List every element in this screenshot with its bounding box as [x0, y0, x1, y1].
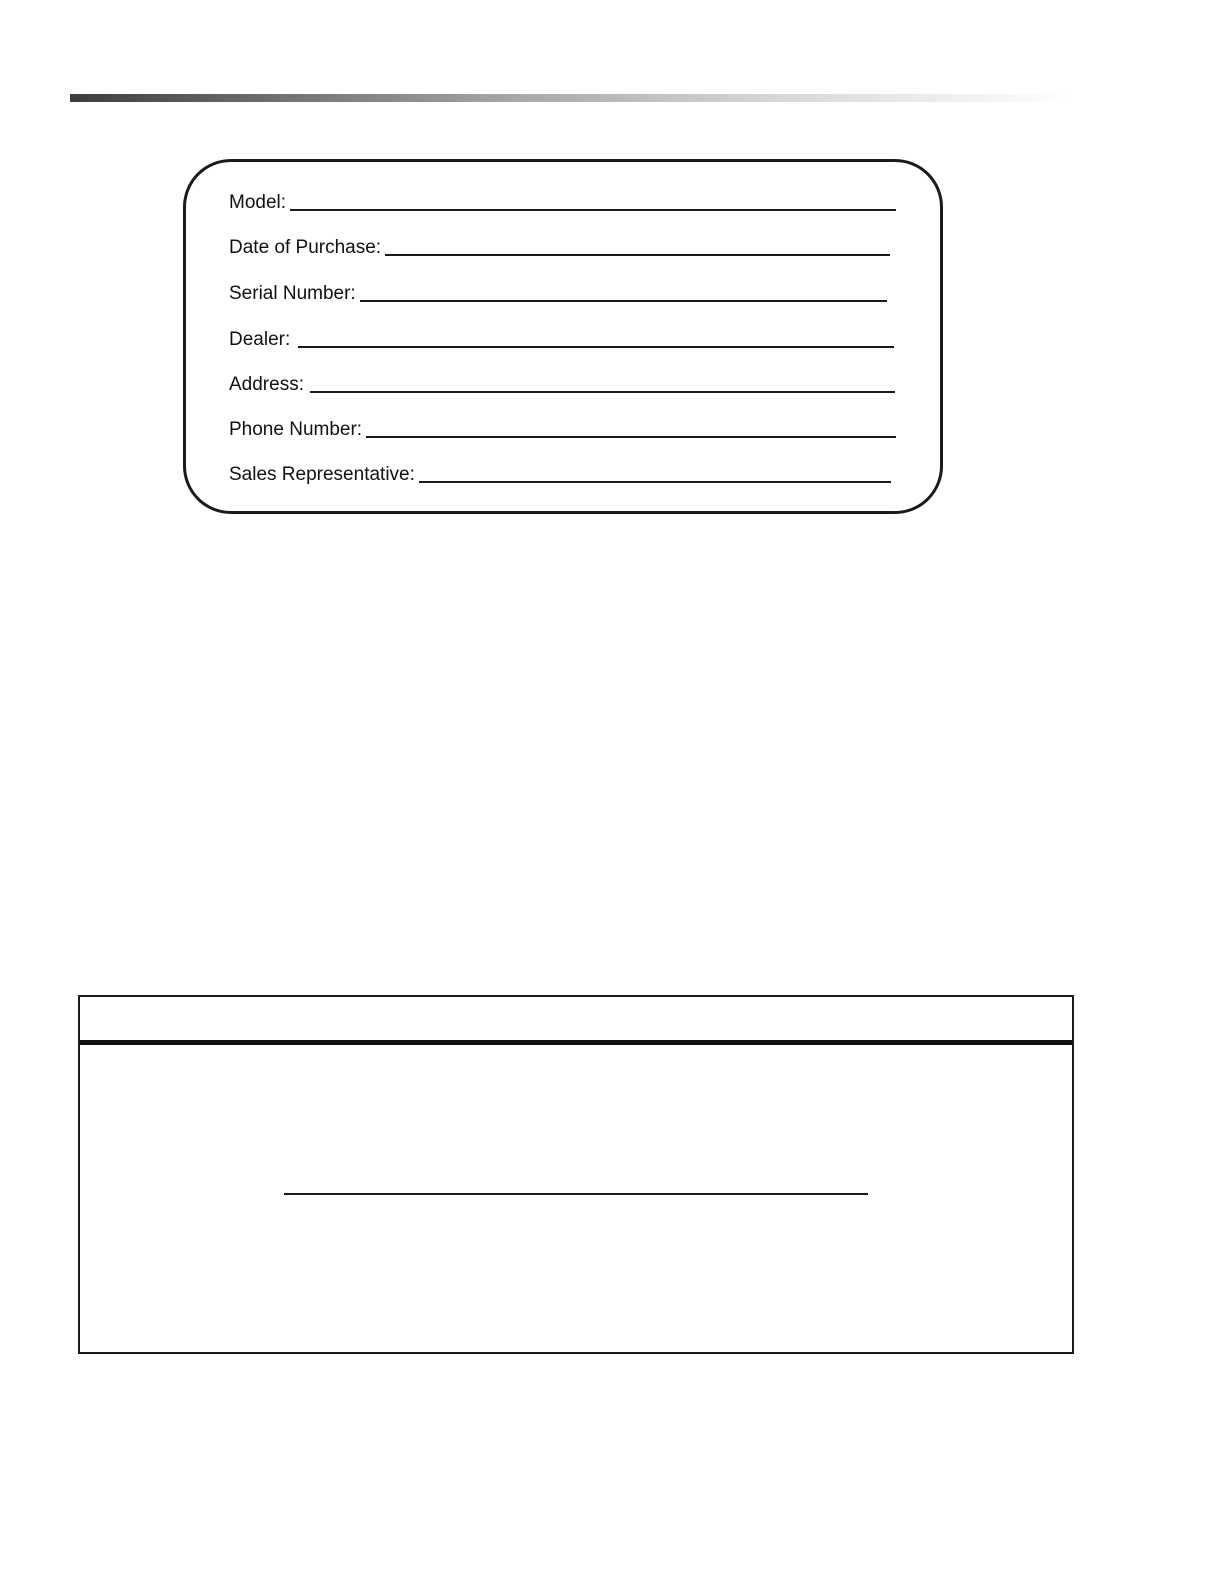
notice-header-divider [80, 1040, 1072, 1045]
serial-number-entry-line[interactable] [360, 300, 887, 302]
model-field [229, 192, 896, 214]
address-entry-line[interactable] [310, 391, 895, 393]
dealer-label: Dealer: [229, 329, 291, 350]
phone-number-entry-line[interactable] [366, 436, 896, 438]
address-label: Address: [229, 374, 304, 395]
model-entry-line[interactable] [290, 209, 896, 211]
phone-number-label: Phone Number: [229, 419, 363, 440]
sales-representative-label: Sales Representative: [229, 464, 415, 485]
model-label: Model: [229, 192, 287, 213]
purchase-record-card [183, 159, 943, 514]
notice-signature-line[interactable] [284, 1193, 868, 1195]
sales-representative-field [229, 464, 891, 486]
serial-number-field [229, 283, 887, 305]
dealer-field [229, 329, 894, 351]
sales-representative-entry-line[interactable] [419, 481, 891, 483]
phone-number-field [229, 419, 896, 441]
dealer-entry-line[interactable] [298, 346, 894, 348]
header-gradient-rule [70, 94, 1070, 102]
address-field [229, 374, 895, 396]
date-of-purchase-label: Date of Purchase: [229, 237, 382, 258]
date-of-purchase-entry-line[interactable] [385, 254, 890, 256]
serial-number-label: Serial Number: [229, 283, 356, 304]
date-of-purchase-field [229, 237, 890, 259]
notice-box [78, 995, 1074, 1354]
